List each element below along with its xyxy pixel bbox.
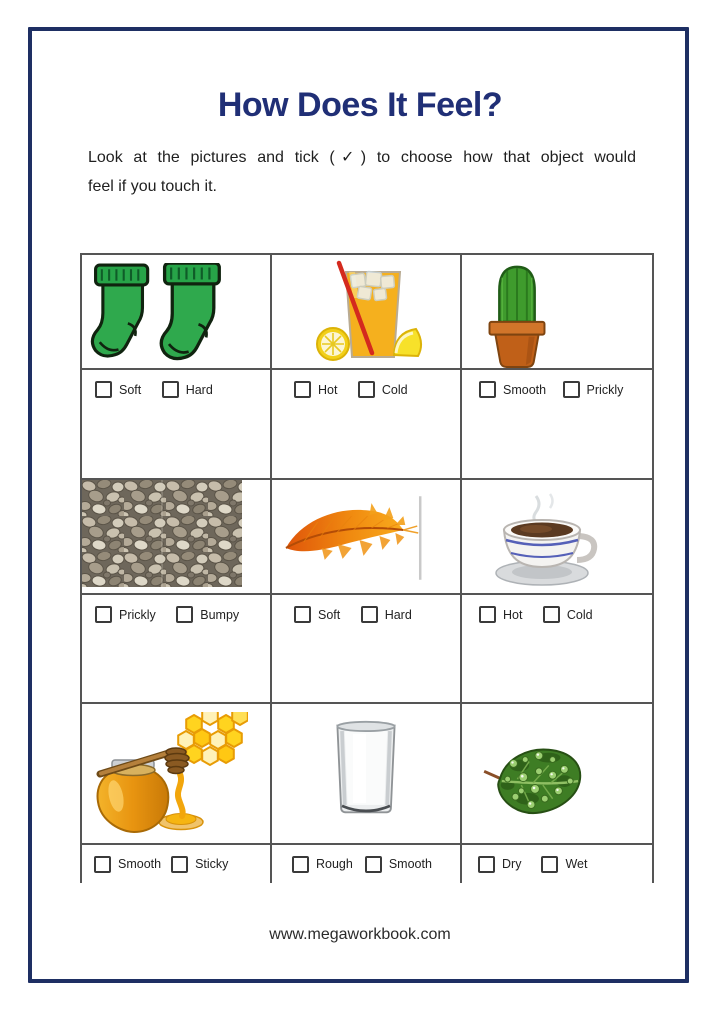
checkbox-label: Soft <box>318 607 341 622</box>
option-bumpy <box>176 606 239 623</box>
checkbox-label: Hard <box>384 607 412 622</box>
option-wet <box>541 856 587 873</box>
option-smooth <box>94 856 161 873</box>
checkbox-smooth[interactable] <box>479 381 496 398</box>
honey-jar-icon <box>86 712 248 838</box>
instructions-line2: feel if you touch it. <box>88 178 217 195</box>
option-cold <box>358 381 408 398</box>
footer-url: www.megaworkbook.com <box>269 926 451 943</box>
option-dry <box>478 856 521 873</box>
checkbox-soft[interactable] <box>294 606 311 623</box>
cactus-icon <box>476 261 558 369</box>
checkbox-sticky[interactable] <box>171 856 188 873</box>
cell-leaf <box>462 704 652 845</box>
checkbox-hard[interactable] <box>361 606 378 623</box>
checkbox-hot[interactable] <box>479 606 496 623</box>
checkbox-soft[interactable] <box>95 381 112 398</box>
option-prickly <box>95 606 156 623</box>
instructions-line1: Look at the pictures and tick (✓) to choose how that object would <box>88 149 636 166</box>
options-leaf <box>462 845 652 883</box>
cell-pebbles <box>82 480 272 595</box>
options-pebbles <box>82 595 272 704</box>
checkbox-prickly[interactable] <box>563 381 580 398</box>
checkbox-label: Hard <box>185 382 213 397</box>
checkbox-label: Smooth <box>503 382 547 397</box>
options-coffee <box>462 595 652 704</box>
cell-cactus <box>462 255 652 370</box>
checkbox-label: Dry <box>502 857 522 871</box>
checkbox-dry[interactable] <box>478 856 495 873</box>
checkbox-smooth[interactable] <box>94 856 111 873</box>
option-hot <box>294 381 337 398</box>
option-hard <box>162 381 213 398</box>
checkbox-smooth[interactable] <box>365 856 382 873</box>
checkbox-label: Hot <box>503 607 523 622</box>
cell-coffee <box>462 480 652 595</box>
options-socks <box>82 370 272 480</box>
checkbox-label: Soft <box>119 382 142 397</box>
options-cactus <box>462 370 652 480</box>
option-soft <box>95 381 141 398</box>
option-hard <box>361 606 412 623</box>
options-glass <box>272 845 462 883</box>
option-hot <box>479 606 522 623</box>
checkbox-cold[interactable] <box>543 606 560 623</box>
checkbox-label: Bumpy <box>200 607 240 622</box>
checkbox-label: Sticky <box>195 857 229 871</box>
page-title: How Does It Feel? <box>217 86 503 124</box>
checkbox-label: Smooth <box>388 857 432 871</box>
cell-feather <box>272 480 462 595</box>
instructions <box>88 147 636 196</box>
checkbox-label: Prickly <box>119 607 156 622</box>
checkbox-rough[interactable] <box>292 856 309 873</box>
options-feather <box>272 595 462 704</box>
lemonade-icon <box>306 258 426 368</box>
socks-icon <box>90 263 222 363</box>
checkbox-cold[interactable] <box>358 381 375 398</box>
coffee-cup-icon <box>484 492 602 590</box>
worksheet-table <box>80 253 654 883</box>
option-sticky <box>171 856 228 873</box>
options-honey <box>82 845 272 883</box>
cell-lemonade <box>272 255 462 370</box>
checkbox-wet[interactable] <box>541 856 558 873</box>
cell-glass <box>272 704 462 845</box>
checkbox-label: Cold <box>381 382 408 397</box>
checkbox-label: Hot <box>318 382 338 397</box>
checkbox-label: Wet <box>565 857 588 871</box>
option-smooth <box>479 381 546 398</box>
checkbox-label: Rough <box>316 857 353 871</box>
drinking-glass-icon <box>330 720 402 816</box>
checkbox-hot[interactable] <box>294 381 311 398</box>
checkbox-prickly[interactable] <box>95 606 112 623</box>
option-rough <box>292 856 353 873</box>
cell-socks <box>82 255 272 370</box>
option-soft <box>294 606 340 623</box>
feather-icon <box>272 480 460 593</box>
options-lemonade <box>272 370 462 480</box>
checkbox-label: Smooth <box>118 857 162 871</box>
cell-honey <box>82 704 272 845</box>
option-smooth <box>365 856 432 873</box>
checkbox-bumpy[interactable] <box>176 606 193 623</box>
checkbox-label: Cold <box>566 607 593 622</box>
checkbox-label: Prickly <box>586 382 624 397</box>
option-prickly <box>563 381 624 398</box>
option-cold <box>543 606 593 623</box>
checkbox-hard[interactable] <box>162 381 179 398</box>
pebbles-icon <box>82 480 242 587</box>
leaf-icon <box>478 740 594 830</box>
